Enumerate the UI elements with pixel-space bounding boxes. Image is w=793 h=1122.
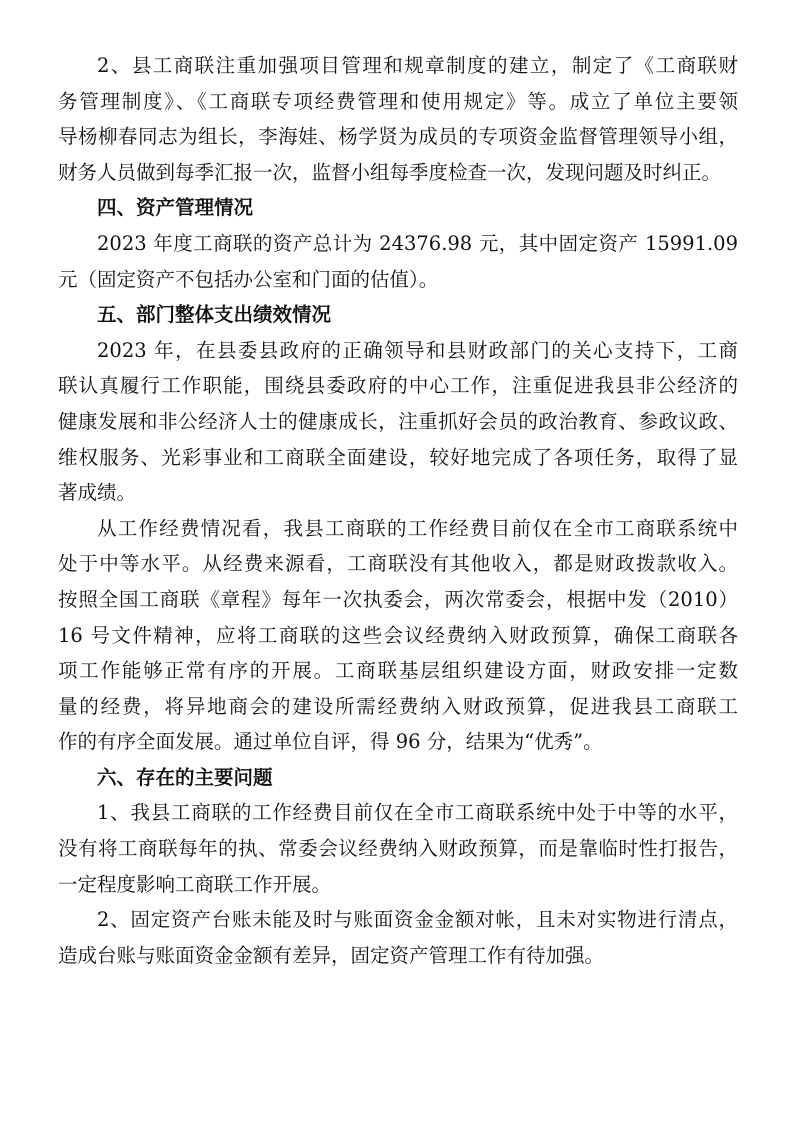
text-line: 16 号文件精神，应将工商联的这些会议经费纳入财政预算，确保工商联各	[58, 623, 738, 647]
text-line: 量的经费，将异地商会的建设所需经费纳入财政预算，促进我县工商联工	[58, 694, 738, 718]
text-line: 联认真履行工作职能，围绕县委政府的中心工作，注重促进我县非公经济的	[58, 374, 738, 398]
para-problem-1	[58, 795, 738, 902]
text-line: 处于中等水平。从经费来源看，工商联没有其他收入，都是财政拨款收入。	[58, 552, 738, 576]
text-line: 2023 年度工商联的资产总计为 24376.98 元，其中固定资产 15991.09	[97, 231, 738, 255]
text-line: 按照全国工商联《章程》每年一次执委会，两次常委会，根据中发（2010）	[58, 587, 738, 611]
text-line: 2、县工商联注重加强项目管理和规章制度的建立，制定了《工商联财	[97, 54, 738, 77]
text-line: 1、我县工商联的工作经费目前仅在全市工商联系统中处于中等的水平，	[97, 801, 738, 825]
para-performance-2023	[58, 333, 738, 511]
text-line: 造成台账与账面资金金额有差异，固定资产管理工作有待加强。	[58, 943, 605, 967]
para-problem-2	[58, 902, 738, 973]
document-page	[58, 48, 738, 973]
text-line: 没有将工商联每年的执、常委会议经费纳入财政预算，而是靠临时性打报告，	[58, 837, 738, 861]
para-project-management	[58, 48, 738, 190]
text-line: 从工作经费情况看，我县工商联的工作经费目前仅在全市工商联系统中	[97, 516, 738, 540]
heading-main-problems	[58, 760, 738, 796]
text-line: 维权服务、光彩事业和工商联全面建设，较好地完成了各项任务，取得了显	[58, 445, 738, 469]
section-heading: 六、存在的主要问题	[97, 765, 273, 789]
section-heading: 四、资产管理情况	[97, 196, 254, 220]
text-line: 项工作能够正常有序的开展。工商联基层组织建设方面，财政安排一定数	[58, 659, 738, 683]
para-asset-total	[58, 226, 738, 297]
heading-overall-performance	[58, 297, 738, 333]
text-line: 导杨柳春同志为组长，李海娃、杨学贤为成员的专项资金监督管理领导小组，	[58, 125, 738, 149]
section-heading: 五、部门整体支出绩效情况	[97, 303, 332, 327]
text-line: 元（固定资产不包括办公室和门面的估值）。	[58, 267, 439, 291]
text-line: 著成绩。	[58, 481, 137, 505]
text-line: 2023 年，在县委县政府的正确领导和县财政部门的关心支持下，工商	[97, 338, 738, 362]
heading-asset-management	[58, 190, 738, 226]
text-line: 务管理制度》、《工商联专项经费管理和使用规定》等。成立了单位主要领	[58, 89, 738, 113]
text-line: 健康发展和非公经济人士的健康成长，注重抓好会员的政治教育、参政议政、	[58, 409, 738, 433]
text-line: 作的有序全面发展。通过单位自评，得 96 分，结果为“优秀”。	[58, 730, 603, 754]
text-line: 财务人员做到每季汇报一次，监督小组每季度检查一次，发现问题及时纠正。	[58, 160, 722, 184]
para-funding-situation	[58, 511, 738, 760]
text-line: 2、固定资产台账未能及时与账面资金金额对帐，且未对实物进行清点，	[97, 908, 738, 932]
text-line: 一定程度影响工商联工作开展。	[58, 872, 332, 896]
